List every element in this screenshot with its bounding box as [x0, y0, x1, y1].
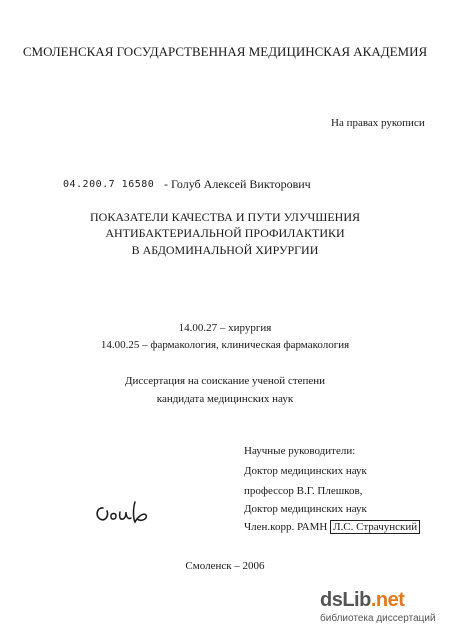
supervisor-title: Член.корр. РАМН [244, 521, 328, 533]
supervisor-line-4 [244, 521, 420, 534]
title-line-3: В АБДОМИНАЛЬНОЙ ХИРУРГИИ [131, 243, 319, 257]
author-name: - Голуб Алексей Викторович [164, 177, 311, 191]
academy-header: СМОЛЕНСКАЯ ГОСУДАРСТВЕННАЯ МЕДИЦИНСКАЯ АКАДЕМИЯ [22, 44, 428, 59]
rights-note: На правах рукописи [331, 117, 425, 129]
title-line-2: АНТИБАКТЕРИАЛЬНОЙ ПРОФИЛАКТИКИ [105, 226, 345, 240]
supervisor-name-stamped: Л.С. Страчунский [330, 520, 420, 534]
logo-dot-text: . [370, 589, 376, 611]
city-year: Смоленск – 2006 [185, 560, 265, 572]
dslib-subtitle: библиотека диссертаций [320, 613, 436, 624]
supervisor-line-2: профессор В.Г. Плешков, [244, 485, 363, 497]
specialty-2: 14.00.25 – фармакология, клиническая фармакология [100, 339, 350, 351]
handwritten-signature [93, 498, 155, 528]
supervisor-line-1: Доктор медицинских наук [244, 465, 367, 477]
degree-line-1: Диссертация на соискание ученой степени [124, 375, 326, 387]
registration-number: 04.200.7 16580 [63, 179, 155, 190]
logo-net-text: net [375, 589, 405, 611]
dslib-watermark[interactable] [320, 589, 442, 627]
dslib-logo [320, 589, 404, 612]
supervisor-line-3: Доктор медицинских наук [244, 503, 367, 515]
degree-line-2: кандидата медицинских наук [156, 393, 294, 405]
supervisors-heading: Научные руководители: [244, 445, 356, 457]
logo-ds-text: dsLib [320, 589, 371, 611]
specialty-1: 14.00.27 – хирургия [178, 322, 272, 334]
title-line-1: ПОКАЗАТЕЛИ КАЧЕСТВА И ПУТИ УЛУЧШЕНИЯ [89, 210, 361, 224]
